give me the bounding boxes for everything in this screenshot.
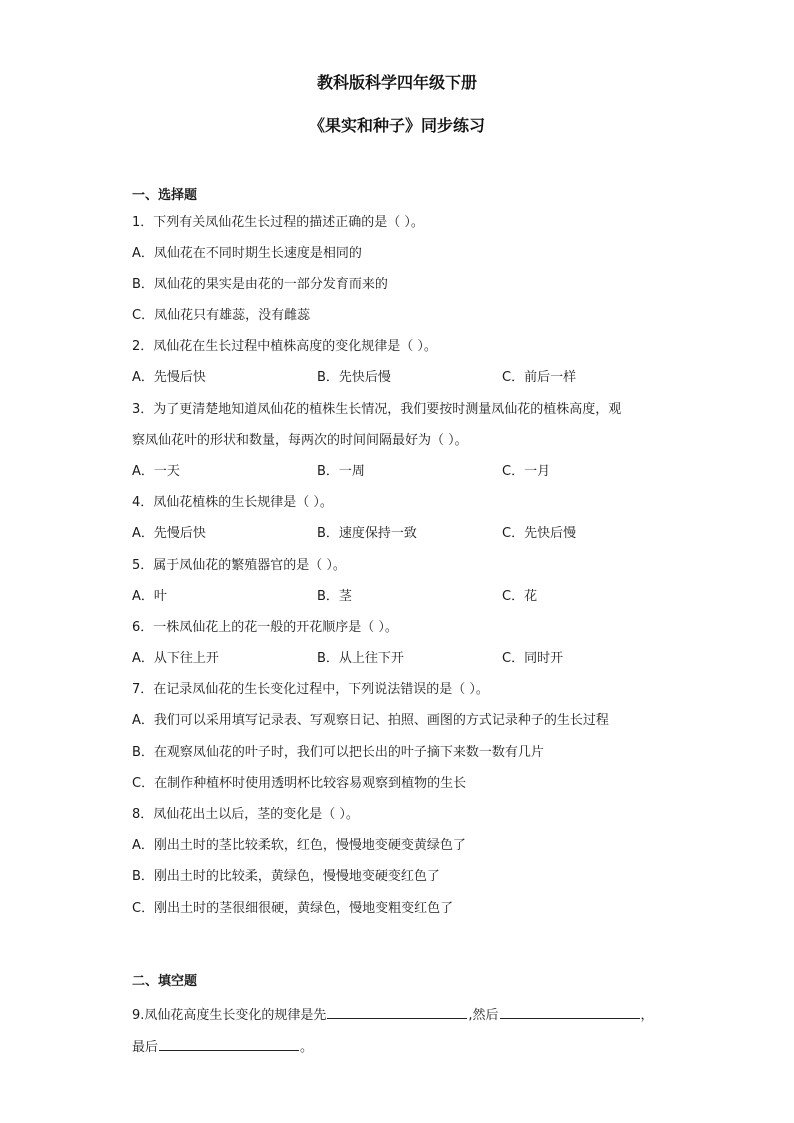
- question-6-option-b: B．从上往下开: [317, 651, 404, 666]
- question-1-option-b: B．凤仙花的果实是由花的一部分发育而来的: [132, 277, 388, 292]
- question-8-option-a: A．刚出土时的茎比较柔软，红色，慢慢地变硬变黄绿色了: [132, 838, 466, 853]
- question-6-option-a: A．从下往上开: [132, 651, 219, 666]
- page-title: 教科版科学四年级下册: [316, 73, 477, 92]
- question-2-stem: 2．凤仙花在生长过程中植株高度的变化规律是（ ）。: [132, 339, 437, 354]
- question-9-text-1: 9.凤仙花高度生长变化的规律是先: [132, 1008, 327, 1023]
- question-4-stem: 4．凤仙花植株的生长规律是（ ）。: [132, 495, 333, 510]
- question-7-option-a: A．我们可以采用填写记录表、写观察日记、拍照、画图的方式记录种子的生长过程: [132, 713, 609, 728]
- question-9-text-5: 。: [300, 1040, 314, 1055]
- section-heading-choice: 一、选择题: [132, 188, 198, 203]
- question-7-option-c: C．在制作种植杯时使用透明杯比较容易观察到植物的生长: [132, 776, 467, 791]
- question-4-option-a: A．先慢后快: [132, 526, 206, 541]
- question-5-option-b: B．茎: [317, 589, 352, 604]
- answer-blank-1[interactable]: [327, 1004, 467, 1019]
- question-4-option-b: B．速度保持一致: [317, 526, 417, 541]
- section-heading-fill-blank: 二、填空题: [132, 974, 198, 989]
- question-3-option-a: A．一天: [132, 464, 180, 479]
- question-5-option-c: C．花: [502, 589, 538, 604]
- question-2-option-c: C．前后一样: [502, 370, 577, 385]
- question-9-text-3: ，: [640, 1008, 654, 1023]
- question-3-stem: 3．为了更清楚地知道凤仙花的植株生长情况，我们要按时测量凤仙花的植株高度，观: [132, 402, 622, 417]
- question-1-option-c: C．凤仙花只有雄蕊，没有雌蕊: [132, 308, 311, 323]
- answer-blank-3[interactable]: [159, 1036, 299, 1051]
- question-6-stem: 6．一株凤仙花上的花一般的开花顺序是（ ）。: [132, 620, 398, 635]
- question-8-option-c: C．刚出土时的茎很细很硬，黄绿色，慢地变粗变红色了: [132, 901, 454, 916]
- question-9-text-2: ,然后: [468, 1008, 499, 1023]
- page-subtitle: 《果实和种子》同步练习: [308, 116, 485, 135]
- question-2-option-b: B．先快后慢: [317, 370, 391, 385]
- question-9-line-1: [132, 1004, 654, 1025]
- answer-blank-2[interactable]: [500, 1004, 640, 1019]
- question-3-option-b: B．一周: [317, 464, 365, 479]
- question-2-option-a: A．先慢后快: [132, 370, 206, 385]
- question-7-stem: 7．在记录凤仙花的生长变化过程中，下列说法错误的是（ ）。: [132, 682, 489, 697]
- question-5-option-a: A．叶: [132, 589, 167, 604]
- question-3-stem-continued: 察凤仙花叶的形状和数量，每两次的时间间隔最好为（ ）。: [132, 433, 468, 448]
- question-9-text-4: 最后: [132, 1040, 159, 1055]
- question-5-stem: 5．属于凤仙花的繁殖器官的是（ ）。: [132, 558, 346, 573]
- question-1-option-a: A．凤仙花在不同时期生长速度是相同的: [132, 246, 362, 261]
- question-7-option-b: B．在观察凤仙花的叶子时，我们可以把长出的叶子摘下来数一数有几片: [132, 745, 544, 760]
- question-9-line-2: [132, 1036, 313, 1057]
- question-6-option-c: C．同时开: [502, 651, 564, 666]
- question-4-option-c: C．先快后慢: [502, 526, 577, 541]
- question-3-option-c: C．一月: [502, 464, 551, 479]
- question-1-stem: 1．下列有关凤仙花生长过程的描述正确的是（ ）。: [132, 215, 424, 230]
- question-8-option-b: B．刚出土时的比较柔，黄绿色，慢慢地变硬变红色了: [132, 869, 440, 884]
- question-8-stem: 8．凤仙花出土以后，茎的变化是（ ）。: [132, 807, 359, 822]
